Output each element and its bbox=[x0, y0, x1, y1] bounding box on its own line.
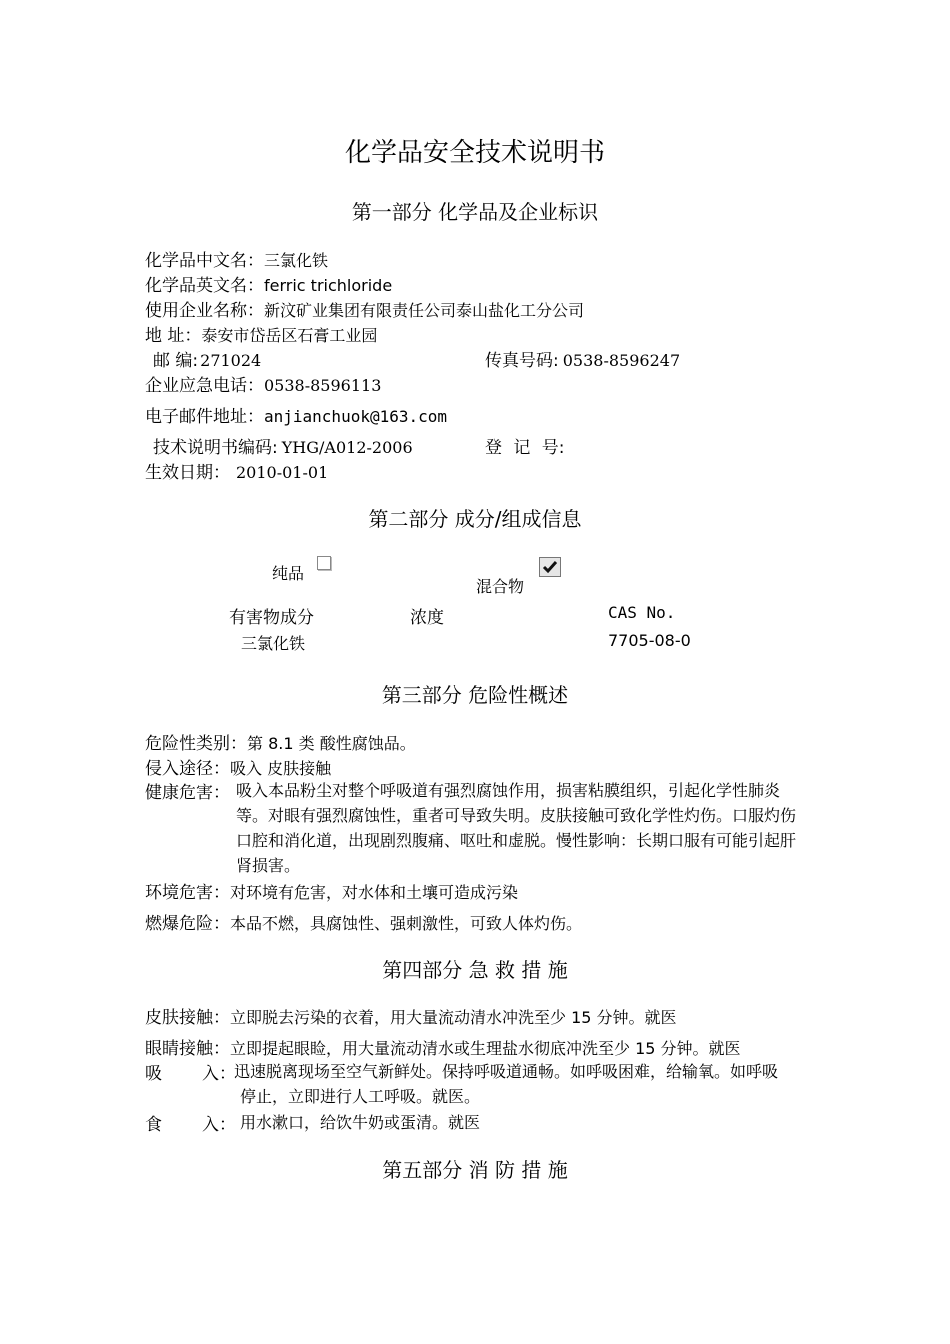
skin-row bbox=[145, 1003, 677, 1028]
eye-row bbox=[145, 1034, 741, 1059]
fire-label: 燃爆危险： bbox=[145, 914, 230, 934]
checkmark-icon bbox=[540, 558, 560, 576]
address-label: 地 址： bbox=[145, 326, 202, 346]
fax-label: 传真号码: bbox=[485, 351, 559, 371]
code-value: YHG/A012-2006 bbox=[281, 438, 413, 457]
pure-checkbox[interactable] bbox=[317, 556, 331, 570]
health-text: 吸入本品粉尘对整个呼吸道有强烈腐蚀作用，损害粘膜组织，引起化学性肺炎等。对眼有强烈腐蚀性，重者可导致失明。皮肤接触可致化学性灼伤。口服灼伤口腔和消化道，出现剧烈腹痛、呕吐和虚脱。慢性影响：长期口服有可能引起肝肾损害。 bbox=[236, 781, 797, 875]
ingest-label-1: 食 bbox=[145, 1115, 162, 1135]
email-label: 电子邮件地址： bbox=[145, 407, 264, 427]
fax-value: 0538-8596247 bbox=[562, 351, 681, 370]
pure-label: 纯品 bbox=[272, 564, 305, 583]
ingest-label-2: 入： bbox=[202, 1115, 236, 1135]
company-value: 新汶矿业集团有限责任公司泰山盐化工分公司 bbox=[264, 301, 585, 320]
emergency-label: 企业应急电话： bbox=[145, 376, 264, 396]
eye-number: 15 bbox=[635, 1039, 656, 1058]
emergency-value: 0538-8596113 bbox=[264, 376, 382, 395]
part5-heading: 第五部分 消 防 措 施 bbox=[382, 1158, 568, 1182]
code-label: 技术说明书编码: bbox=[153, 438, 278, 458]
inhale-label-2: 入： bbox=[202, 1064, 236, 1084]
category-number: 8.1 bbox=[268, 734, 294, 753]
fire-row bbox=[145, 909, 582, 934]
part4-heading: 第四部分 急 救 措 施 bbox=[382, 958, 568, 982]
email-value: anjianchuok@163.com bbox=[264, 407, 448, 426]
cas-value: 7705-08-0 bbox=[608, 631, 691, 650]
part1-heading: 第一部分 化学品及企业标识 bbox=[351, 200, 599, 224]
mixture-checkbox[interactable] bbox=[539, 557, 561, 577]
code-row bbox=[153, 433, 413, 458]
skin-label: 皮肤接触： bbox=[145, 1008, 230, 1028]
en-name-label: 化学品英文名： bbox=[145, 276, 264, 296]
postcode-value: 271024 bbox=[200, 351, 262, 370]
env-label: 环境危害： bbox=[145, 883, 230, 903]
col-component: 有害物成分 bbox=[229, 608, 314, 628]
route-row bbox=[145, 754, 331, 779]
email-row bbox=[145, 402, 447, 427]
postcode-row bbox=[153, 346, 261, 371]
route-label: 侵入途径： bbox=[145, 759, 230, 779]
company-row bbox=[145, 296, 584, 321]
health-label: 健康危害： bbox=[145, 783, 230, 803]
eye-text-a: 立即提起眼睑，用大量流动清水或生理盐水彻底冲洗至少 bbox=[230, 1039, 636, 1058]
category-suffix: 类 酸性腐蚀品。 bbox=[293, 734, 416, 753]
skin-text-b: 分钟。就医 bbox=[591, 1008, 677, 1027]
registration-row bbox=[485, 433, 565, 458]
emergency-row bbox=[145, 371, 381, 396]
route-value: 吸入 皮肤接触 bbox=[230, 759, 332, 778]
part2-heading: 第二部分 成分/组成信息 bbox=[368, 507, 582, 531]
skin-text-a: 立即脱去污染的衣着，用大量流动清水冲洗至少 bbox=[230, 1008, 572, 1027]
category-prefix: 第 bbox=[247, 734, 269, 753]
en-name-value: ferric trichloride bbox=[264, 276, 393, 295]
ingest-text: 用水漱口，给饮牛奶或蛋清。就医 bbox=[240, 1113, 481, 1132]
date-label: 生效日期： bbox=[145, 463, 230, 483]
address-value: 泰安市岱岳区石膏工业园 bbox=[201, 326, 378, 345]
skin-number: 15 bbox=[571, 1008, 592, 1027]
env-value: 对环境有危害，对水体和土壤可造成污染 bbox=[230, 883, 519, 902]
inhale-text-2: 停止，立即进行人工呼吸。就医。 bbox=[240, 1087, 481, 1106]
eye-text-b: 分钟。就医 bbox=[655, 1039, 741, 1058]
mixture-label: 混合物 bbox=[476, 577, 525, 596]
eye-label: 眼睛接触： bbox=[145, 1039, 230, 1059]
document-title: 化学品安全技术说明书 bbox=[344, 138, 605, 168]
env-row bbox=[145, 878, 518, 903]
part3-heading: 第三部分 危险性概述 bbox=[381, 683, 569, 707]
en-name-row bbox=[145, 271, 392, 296]
date-value: 2010-01-01 bbox=[236, 463, 329, 482]
postcode-label: 邮 编: bbox=[153, 351, 199, 371]
cn-name-label: 化学品中文名： bbox=[145, 251, 264, 271]
cn-name-value: 三氯化铁 bbox=[264, 251, 329, 270]
cn-name-row bbox=[145, 246, 328, 271]
date-row bbox=[145, 458, 328, 483]
col-concentration: 浓度 bbox=[410, 608, 444, 628]
component-value: 三氯化铁 bbox=[241, 634, 306, 653]
category-label: 危险性类别： bbox=[145, 734, 247, 754]
col-cas: CAS No. bbox=[608, 603, 676, 622]
category-row bbox=[145, 729, 416, 754]
inhale-label-1: 吸 bbox=[145, 1064, 162, 1084]
inhale-text-1: 迅速脱离现场至空气新鲜处。保持呼吸道通畅。如呼吸困难，给输氧。如呼吸 bbox=[234, 1062, 779, 1081]
company-label: 使用企业名称： bbox=[145, 301, 264, 321]
fax-row bbox=[485, 346, 680, 371]
fire-value: 本品不燃，具腐蚀性、强刺激性，可致人体灼伤。 bbox=[230, 914, 583, 933]
registration-label: 登 记 号: bbox=[485, 438, 565, 458]
address-row bbox=[145, 321, 377, 346]
